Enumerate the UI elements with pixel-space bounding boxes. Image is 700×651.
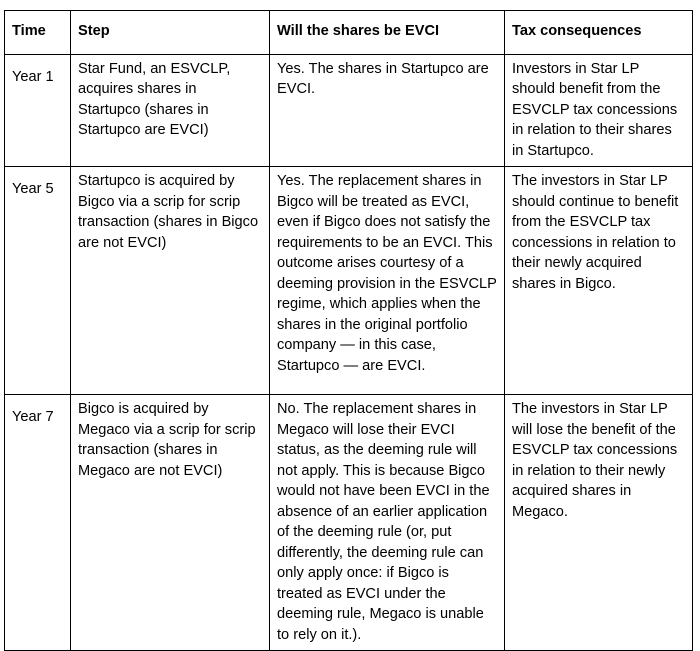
header-step: Step xyxy=(71,11,270,55)
table-header-row xyxy=(5,11,693,55)
table-row xyxy=(5,54,693,167)
time-cell: Year 7 xyxy=(5,395,71,651)
table-row xyxy=(5,167,693,395)
evci-cell: Yes. The replacement shares in Bigco will be treated as EVCI, even if Bigco does not satisfy the requirements to be an EVCI. This outcome arises courtesy of a deeming provision in the ESVCLP regime, which applies when the shares in the original portfolio company — in this case, Startupco — are EVCI. xyxy=(270,167,505,395)
time-cell: Year 5 xyxy=(5,167,71,395)
header-time: Time xyxy=(5,11,71,55)
step-cell: Star Fund, an ESVCLP, acquires shares in Startupco (shares in Startupco are EVCI) xyxy=(71,54,270,167)
tax-cell: Investors in Star LP should benefit from the ESVCLP tax concessions in relation to their shares in Startupco. xyxy=(505,54,693,167)
table-row xyxy=(5,395,693,651)
header-evci: Will the shares be EVCI xyxy=(270,11,505,55)
evci-cell: Yes. The shares in Startupco are EVCI. xyxy=(270,54,505,167)
evci-table xyxy=(4,10,693,651)
tax-cell: The investors in Star LP should continue to benefit from the ESVCLP tax concessions in relation to their newly acquired shares in Bigco. xyxy=(505,167,693,395)
header-tax-consequences: Tax consequences xyxy=(505,11,693,55)
time-cell: Year 1 xyxy=(5,54,71,167)
evci-cell: No. The replacement shares in Megaco will lose their EVCI status, as the deeming rule will not apply. This is because Bigco would not have been EVCI in the absence of an earlier application of the deeming rule (or, put differently, the deeming rule can only apply once: if Bigco is treated as EVCI under the deeming rule, Megaco is unable to rely on it.). xyxy=(270,395,505,651)
tax-cell: The investors in Star LP will lose the benefit of the ESVCLP tax concessions in relation to their newly acquired shares in Megaco. xyxy=(505,395,693,651)
step-cell: Startupco is acquired by Bigco via a scrip for scrip transaction (shares in Bigco are not EVCI) xyxy=(71,167,270,395)
step-cell: Bigco is acquired by Megaco via a scrip for scrip transaction (shares in Megaco are not EVCI) xyxy=(71,395,270,651)
